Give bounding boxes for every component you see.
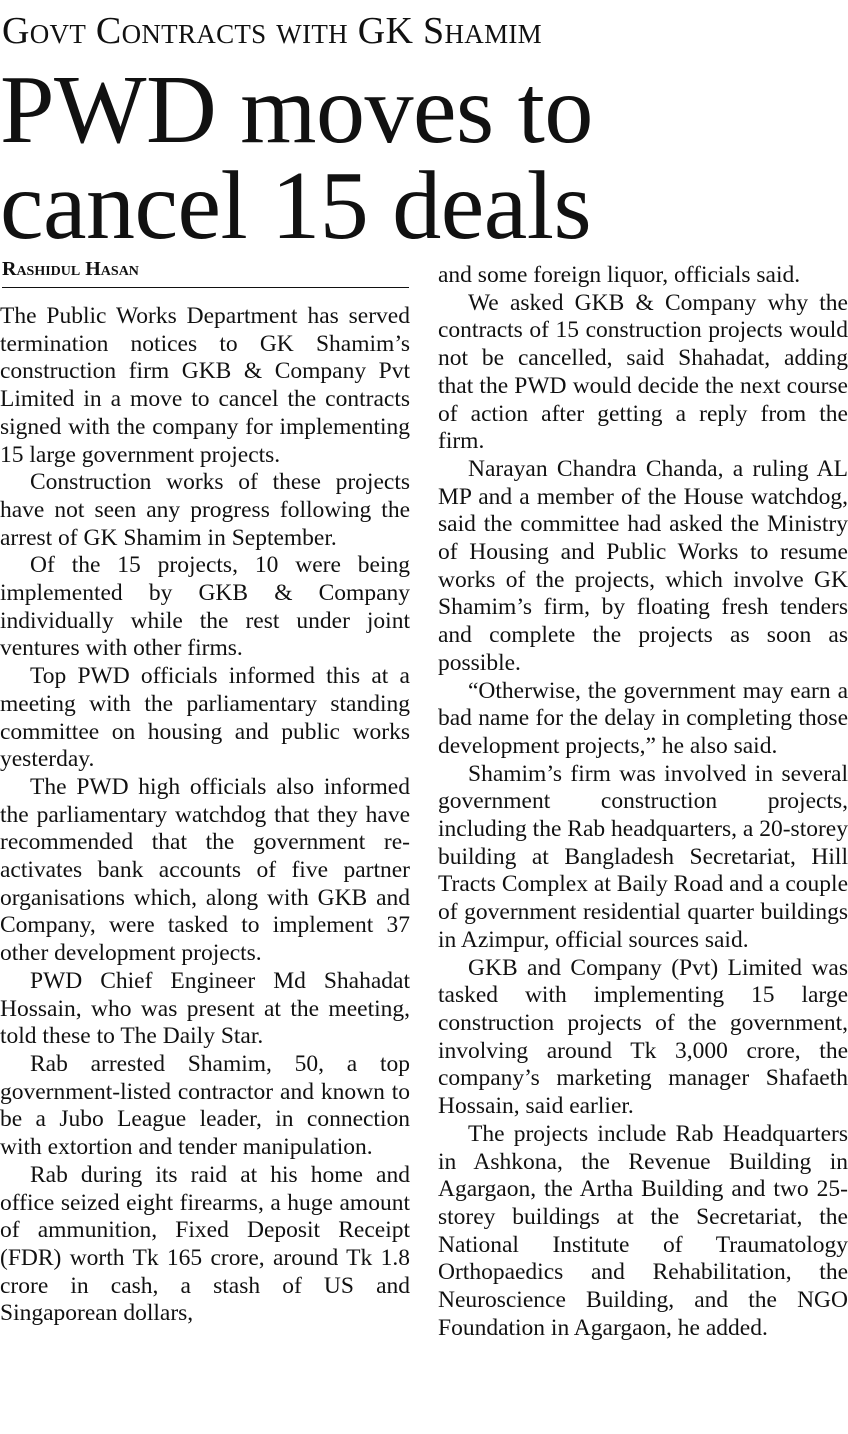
paragraph: The Public Works Department has served termination notices to GK Shamim’s construction firm GKB & Company Pvt Limited in a move to cancel the contracts signed with the company for implementing 15 large government projects. xyxy=(0,303,410,468)
paragraph: We asked GKB & Company why the contracts of 15 construction projects would not be cancelled, said Shahadat, adding that the PWD would decide the next course of action after getting a reply from the firm. xyxy=(438,289,848,455)
article-column-left xyxy=(0,303,410,1328)
paragraph: “Otherwise, the government may earn a bad name for the delay in completing those development projects,” he also said. xyxy=(438,677,848,759)
paragraph: Rab during its raid at his home and office seized eight firearms, a huge amount of ammunition, Fixed Deposit Receipt (FDR) worth Tk 165 crore, around Tk 1.8 crore in cash, a stash of US and Singaporean dollars, xyxy=(0,1161,410,1327)
paragraph: The PWD high officials also informed the parliamentary watchdog that they have recommended that the government re-activates bank accounts of five partner organisations which, along with GKB and Company, were tasked to implement 37 other development projects. xyxy=(0,773,410,967)
headline-line-1: PWD moves to xyxy=(0,56,593,164)
paragraph: Rab arrested Shamim, 50, a top government-listed contractor and known to be a Jubo League leader, in connection with extortion and tender manipulation. xyxy=(0,1050,410,1161)
article-column-right xyxy=(438,262,848,1342)
paragraph: Top PWD officials informed this at a meeting with the parliamentary standing committee on housing and public works yesterday. xyxy=(0,663,410,773)
paragraph: GKB and Company (Pvt) Limited was tasked with implementing 15 large construction projects of the government, involving around Tk 3,000 crore, the company’s marketing manager Shafaeth Hossain, said earlier. xyxy=(438,954,848,1120)
paragraph: Construction works of these projects have not seen any progress following the arrest of GK Shamim in September. xyxy=(0,469,410,551)
paragraph: Of the 15 projects, 10 were being implemented by GKB & Company individually while the rest under joint ventures with other firms. xyxy=(0,552,410,662)
headline xyxy=(0,56,848,260)
paragraph: Narayan Chandra Chanda, a ruling AL MP and a member of the House watchdog, said the committee had asked the Ministry of Housing and Public Works to resume works of the projects, which involve GK Shamim’s firm, by floating fresh tenders and complete the projects as soon as possible. xyxy=(438,455,848,676)
kicker: Govt Contracts with GK Shamim xyxy=(2,10,542,52)
paragraph: Shamim’s firm was involved in several government construction projects, including the Rab headquarters, a 20-storey building at Bangladesh Secretariat, Hill Tracts Complex at Baily Road and a couple of government residential quarter buildings in Azimpur, official sources said. xyxy=(438,760,848,953)
paragraph: PWD Chief Engineer Md Shahadat Hossain, who was present at the meeting, told these to The Daily Star. xyxy=(0,967,410,1050)
paragraph: and some foreign liquor, officials said. xyxy=(438,262,801,288)
byline: Rashidul Hasan xyxy=(2,256,409,288)
paragraph: The projects include Rab Headquarters in Ashkona, the Revenue Building in Agargaon, the Artha Building and two 25-storey buildings at the Secretariat, the National Institute of Traumatology Orthopaedics and Rehabilitation, the Neuroscience Building, and the NGO Foundation in Agargaon, he added. xyxy=(438,1120,848,1341)
headline-line-2: cancel 15 deals xyxy=(0,152,592,260)
